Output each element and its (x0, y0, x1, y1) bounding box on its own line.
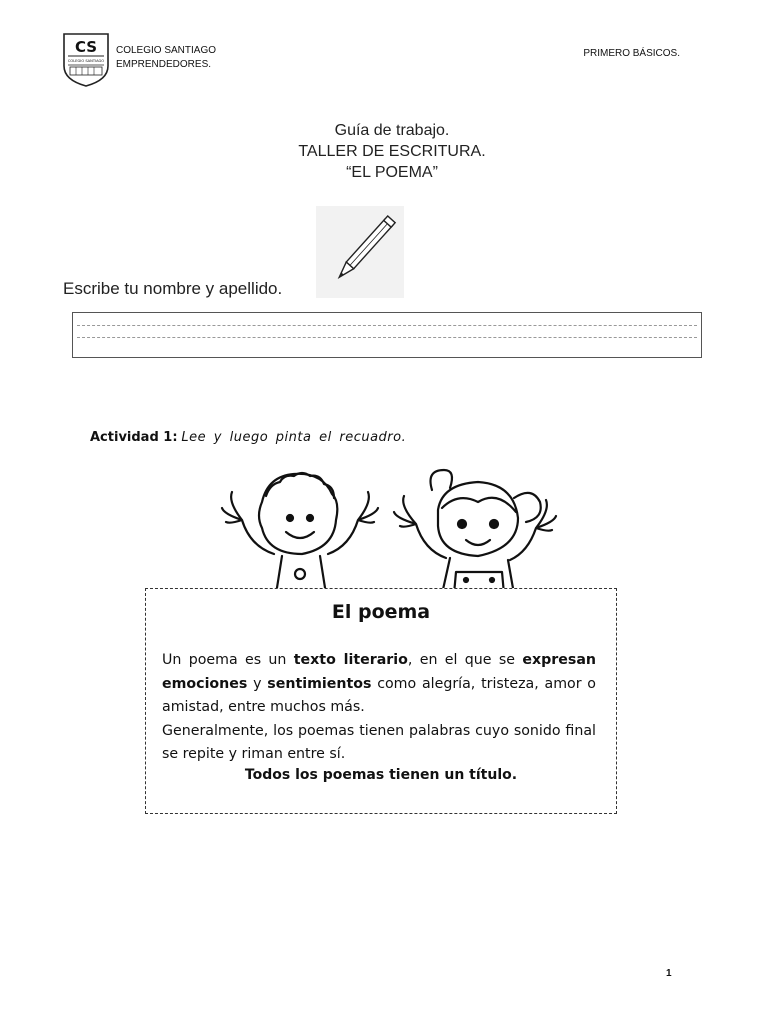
title-poem: “EL POEMA” (346, 164, 438, 181)
activity-label: Actividad 1: (90, 430, 178, 445)
school-name-line2: EMPRENDEDORES. (116, 59, 212, 70)
boy-drawing (222, 473, 378, 594)
text-segment: Un poema es un (162, 652, 294, 668)
text-segment: y (247, 675, 268, 692)
poem-rhyme-text: Generalmente, los poemas tienen palabras cuyo sonido final se repite y riman entre sí. (162, 722, 596, 763)
grade-label: PRIMERO BÁSICOS. (583, 48, 680, 59)
bold-term-literary-text: texto literario (293, 652, 408, 668)
name-input-box[interactable] (72, 312, 702, 358)
title-workshop: TALLER DE ESCRITURA. (298, 143, 486, 160)
poem-definition-text (162, 649, 596, 767)
document-titles (0, 120, 768, 183)
school-name-line1: COLEGIO SANTIAGO (116, 45, 217, 56)
title-guide: Guía de trabajo. (334, 122, 450, 139)
kids-illustration (210, 462, 570, 594)
school-logo (62, 32, 110, 88)
bold-term-express-emotions: expresan emociones (162, 652, 596, 692)
poem-title-statement: Todos los poemas tienen un título. (244, 767, 518, 783)
poem-definition-box (145, 588, 617, 814)
girl-drawing (394, 470, 556, 594)
text-segment: como alegría, tristeza, amor o amistad, entre muchos más. (162, 675, 596, 716)
name-prompt: Escribe tu nombre y apellido. (63, 279, 283, 298)
logo-caption: COLEGIO SANTIAGO (67, 59, 105, 63)
guide-line (77, 325, 697, 326)
text-segment: , en el que se (407, 652, 523, 668)
pencil-icon (316, 206, 404, 298)
guide-line (77, 337, 697, 338)
activity-instruction (90, 428, 406, 445)
logo-initials: CS (74, 38, 98, 56)
school-name (116, 44, 216, 72)
bold-term-feelings: sentimientos (267, 675, 372, 692)
activity-text: Lee y luego pinta el recuadro. (181, 430, 407, 445)
page-number: 1 (666, 968, 672, 979)
poem-box-title: El poema (331, 601, 431, 623)
